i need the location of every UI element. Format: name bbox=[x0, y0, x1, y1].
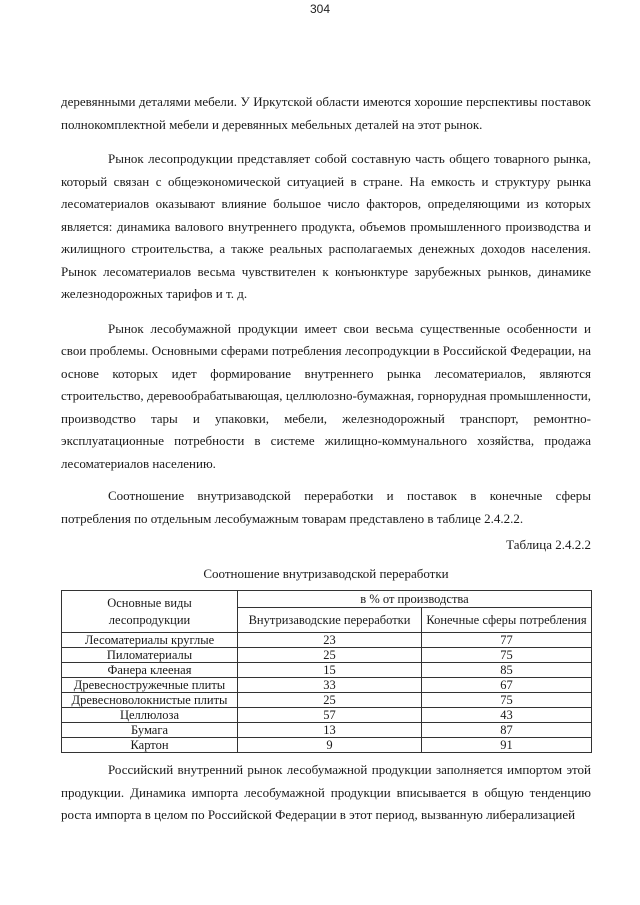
cell-product: Бумага bbox=[62, 723, 238, 738]
cell-final: 77 bbox=[422, 633, 592, 648]
cell-product: Фанера клееная bbox=[62, 663, 238, 678]
table-row bbox=[62, 708, 592, 723]
cell-product: Древесноволокнистые плиты bbox=[62, 693, 238, 708]
header-products: Основные виды лесопродукции bbox=[62, 591, 238, 633]
table-row bbox=[62, 693, 592, 708]
table-title: Соотношение внутризаводской переработки bbox=[203, 566, 449, 581]
cell-internal: 9 bbox=[238, 738, 422, 753]
cell-final: 85 bbox=[422, 663, 592, 678]
cell-internal: 25 bbox=[238, 648, 422, 663]
cell-final: 87 bbox=[422, 723, 592, 738]
table-row bbox=[62, 633, 592, 648]
cell-final: 75 bbox=[422, 693, 592, 708]
table-row bbox=[62, 663, 592, 678]
cell-product: Пиломатериалы bbox=[62, 648, 238, 663]
paragraph-4: Соотношение внутризаводской переработки и поставок в конечные сферы потребления по отдельным лесобумажным товарам представлено в таблице 2.4.2.2. bbox=[61, 488, 591, 526]
table-row bbox=[62, 723, 592, 738]
cell-final: 67 bbox=[422, 678, 592, 693]
cell-final: 91 bbox=[422, 738, 592, 753]
cell-product: Картон bbox=[62, 738, 238, 753]
paragraph-1: деревянными деталями мебели. У Иркутской области имеются хорошие перспективы поставок полнокомплектной мебели и деревянных мебельных деталей на этот рынок. bbox=[61, 94, 591, 132]
cell-product: Лесоматериалы круглые bbox=[62, 633, 238, 648]
data-table bbox=[61, 590, 592, 753]
cell-internal: 15 bbox=[238, 663, 422, 678]
table-row bbox=[62, 678, 592, 693]
header-final: Конечные сферы потребления bbox=[422, 608, 592, 633]
cell-internal: 13 bbox=[238, 723, 422, 738]
paragraph-5: Российский внутренний рынок лесобумажной продукции заполняется импортом этой продукции. Динамика импорта лесобумажной продукции вписывается в общую тенденцию роста импорта в целом по Российской Федерации в этот период, вызванную либерализацией bbox=[61, 762, 591, 822]
cell-final: 75 bbox=[422, 648, 592, 663]
cell-internal: 33 bbox=[238, 678, 422, 693]
header-internal: Внутризаводские переработки bbox=[238, 608, 422, 633]
cell-internal: 23 bbox=[238, 633, 422, 648]
table-label: Таблица 2.4.2.2 bbox=[506, 537, 591, 552]
document-body bbox=[61, 91, 591, 827]
header-group: в % от производства bbox=[238, 591, 592, 608]
table-row bbox=[62, 648, 592, 663]
cell-product: Древесностружечные плиты bbox=[62, 678, 238, 693]
cell-internal: 57 bbox=[238, 708, 422, 723]
paragraph-3: Рынок лесобумажной продукции имеет свои весьма существенные особенности и свои проблемы. Основными сферами потребления лесопродукции в Российской Федерации, на основе которых идет формирование внутреннего рынка лесоматериалов, являются строительство, деревообрабатывающая, целлюлозно-бумажная, горнорудная промышленности, производство тары и упаковки, мебели, железнодорожный транспорт, ремонтно-эксплуатационные потребности в системе жилищно-коммунального хозяйства, продажа лесоматериалов населению. bbox=[61, 320, 591, 471]
cell-internal: 25 bbox=[238, 693, 422, 708]
table-row bbox=[62, 738, 592, 753]
page-number: 304 bbox=[309, 2, 331, 16]
paragraph-2: Рынок лесопродукции представляет собой составную часть общего товарного рынка, который связан с общеэкономической ситуацией в стране. На емкость и структуру рынка лесоматериалов оказывают влияние большое число факторов, определяющими из которых является: динамика валового внутреннего продукта, объемов промышленного производства и жилищного строительства, а также реальных располагаемых денежных доходов населения. Рынок лесоматериалов весьма чувствителен к конъюнктуре зарубежных рынков, динамике железнодорожных тарифов и т. д. bbox=[61, 151, 591, 301]
cell-product: Целлюлоза bbox=[62, 708, 238, 723]
cell-final: 43 bbox=[422, 708, 592, 723]
